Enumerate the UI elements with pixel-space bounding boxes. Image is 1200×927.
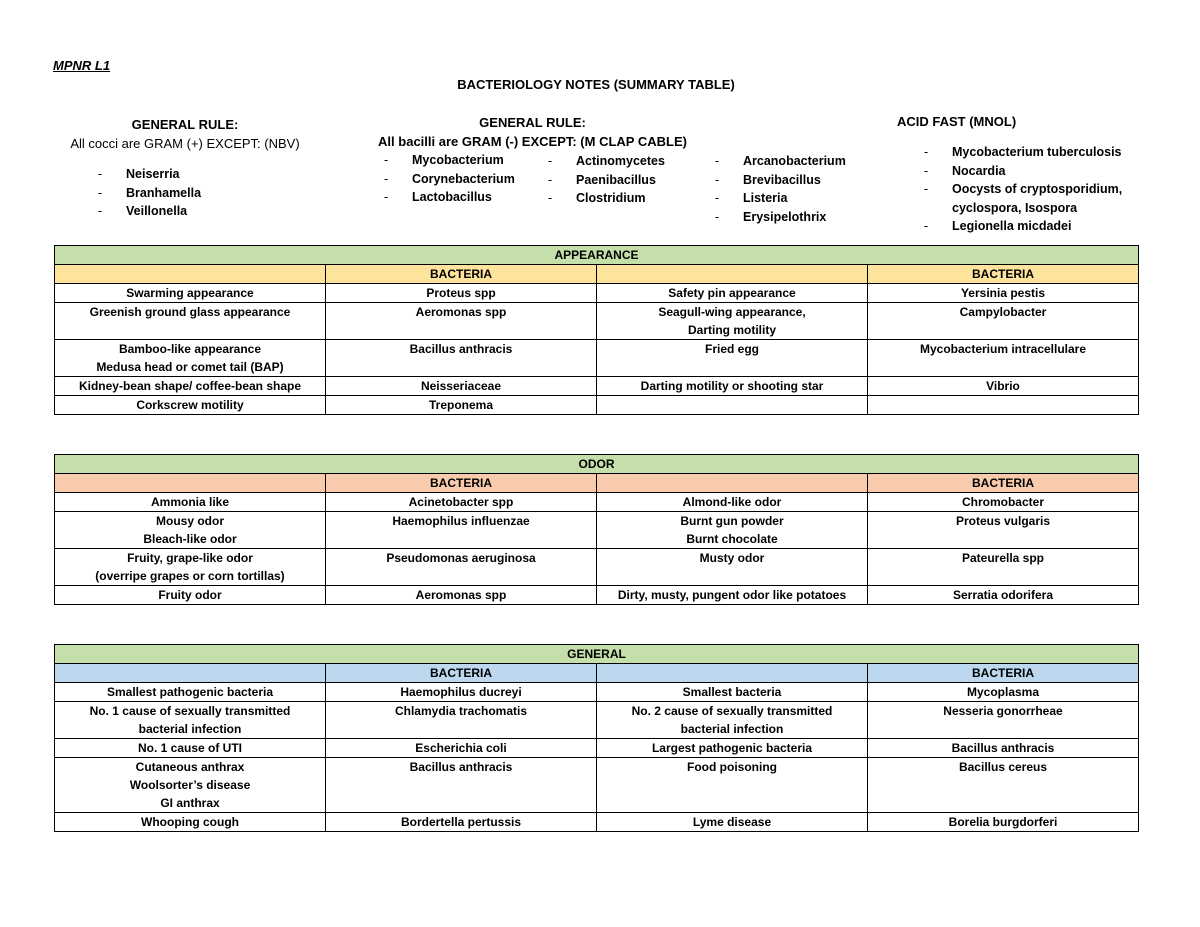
table-cell	[326, 702, 597, 739]
column-header: BACTERIA	[326, 265, 597, 284]
table-cell	[326, 549, 597, 586]
table-cell	[868, 813, 1139, 832]
column-header	[597, 664, 868, 683]
cell-text: Borelia burgdorferi	[948, 815, 1058, 829]
table-cell	[597, 739, 868, 758]
general-table	[54, 644, 1139, 832]
cell-text: Aeromonas spp	[415, 305, 507, 319]
cell-text: Proteus spp	[426, 286, 496, 300]
table-cell	[868, 377, 1139, 396]
general-section-title-row	[55, 645, 1139, 664]
cell-text: Pateurella spp	[961, 551, 1045, 565]
table-cell	[597, 303, 868, 340]
list-item: - Neiserria	[98, 165, 201, 184]
table-row	[55, 586, 1139, 605]
bacilli-exception-list-2	[548, 152, 665, 208]
cell-text: Haemophilus influenzae	[392, 514, 530, 528]
table-cell	[868, 549, 1139, 586]
appearance-section-title-row	[55, 246, 1139, 265]
column-header	[597, 474, 868, 493]
table-row	[55, 683, 1139, 702]
column-header: BACTERIA	[326, 664, 597, 683]
acid-fast-heading: ACID FAST (MNOL)	[897, 114, 1017, 129]
list-item: - Lactobacillus	[384, 188, 515, 207]
appearance-header-row	[55, 265, 1139, 284]
table-cell	[868, 340, 1139, 377]
cell-text: Vibrio	[986, 379, 1020, 393]
cell-text: Neisseriaceae	[420, 379, 502, 393]
cell-text: Food poisoning	[687, 760, 777, 774]
column-header: BACTERIA	[868, 664, 1139, 683]
column-header	[597, 265, 868, 284]
column-header: BACTERIA	[326, 474, 597, 493]
list-item: - Mycobacterium tuberculosis	[924, 143, 1139, 162]
cell-text: Medusa head or comet tail (BAP)	[96, 360, 284, 374]
table-row	[55, 284, 1139, 303]
table-cell	[597, 586, 868, 605]
document-label: MPNR L1	[53, 58, 111, 73]
odor-header-row	[55, 474, 1139, 493]
cell-text: Fruity, grape-like odor	[127, 551, 253, 565]
table-cell	[326, 813, 597, 832]
table-cell	[597, 683, 868, 702]
cell-text: Almond-like odor	[682, 495, 782, 509]
list-item: - Brevibacillus	[715, 171, 846, 190]
cell-text: (overripe grapes or corn tortillas)	[95, 569, 285, 583]
cell-text	[870, 396, 1136, 414]
cell-text: Treponema	[428, 398, 494, 412]
table-cell	[868, 702, 1139, 739]
table-cell	[868, 396, 1139, 415]
table-cell	[326, 683, 597, 702]
table-row	[55, 739, 1139, 758]
table-cell	[597, 284, 868, 303]
table-cell	[597, 396, 868, 415]
cell-text: Cutaneous anthrax	[135, 760, 245, 774]
table-cell	[597, 340, 868, 377]
general-header-row	[55, 664, 1139, 683]
cell-text: Largest pathogenic bacteria	[651, 741, 813, 755]
bacilli-rule-heading-block	[360, 113, 705, 151]
cocci-exception-list	[98, 165, 201, 221]
cell-text: Aeromonas spp	[415, 588, 507, 602]
document-title: BACTERIOLOGY NOTES (SUMMARY TABLE)	[457, 77, 735, 92]
table-cell	[326, 303, 597, 340]
column-header: BACTERIA	[868, 474, 1139, 493]
cell-text: Musty odor	[699, 551, 765, 565]
cell-text: Yersinia pestis	[960, 286, 1046, 300]
table-row	[55, 493, 1139, 512]
table-row	[55, 549, 1139, 586]
cell-text: No. 2 cause of sexually transmitted	[631, 704, 833, 718]
table-cell	[868, 512, 1139, 549]
table-cell	[55, 758, 326, 813]
table-cell	[55, 813, 326, 832]
table-cell	[55, 303, 326, 340]
cell-text: Mycoplasma	[966, 685, 1040, 699]
table-cell	[868, 493, 1139, 512]
table-row	[55, 377, 1139, 396]
bacilli-exception-list-3	[715, 152, 846, 226]
column-header	[55, 664, 326, 683]
cell-text: Bacillus anthracis	[951, 741, 1055, 755]
cell-text: Swarming appearance	[126, 286, 254, 300]
table-cell	[326, 758, 597, 813]
cell-text	[599, 396, 865, 414]
table-cell	[326, 377, 597, 396]
table-cell	[55, 396, 326, 415]
table-cell	[55, 702, 326, 739]
acid-fast-list	[924, 143, 1139, 236]
bacilli-rule-subheading: All bacilli are GRAM (-) EXCEPT: (M CLAP CABLE)	[378, 134, 687, 149]
table-cell	[868, 739, 1139, 758]
cell-text: Pseudomonas aeruginosa	[386, 551, 536, 565]
table-cell	[55, 683, 326, 702]
cocci-rule-heading: GENERAL RULE:	[131, 117, 239, 132]
table-cell	[326, 340, 597, 377]
table-cell	[55, 586, 326, 605]
cell-text: Chlamydia trachomatis	[394, 704, 528, 718]
cell-text: Whooping cough	[141, 815, 239, 829]
table-cell	[55, 512, 326, 549]
odor-table	[54, 454, 1139, 605]
list-item: - Legionella micdadei	[924, 217, 1139, 236]
cell-text: Burnt chocolate	[686, 532, 778, 546]
table-cell	[597, 493, 868, 512]
cell-text: Burnt gun powder	[680, 514, 784, 528]
table-cell	[597, 377, 868, 396]
bacilli-rule-heading: GENERAL RULE:	[479, 115, 586, 130]
table-row	[55, 702, 1139, 739]
cell-text: Smallest bacteria	[682, 685, 782, 699]
list-item: - Corynebacterium	[384, 170, 515, 189]
table-cell	[597, 702, 868, 739]
cocci-rule-subheading: All cocci are GRAM (+) EXCEPT: (NBV)	[70, 136, 300, 151]
table-cell	[597, 758, 868, 813]
list-item: - Branhamella	[98, 184, 201, 203]
table-cell	[326, 512, 597, 549]
cell-text: Lyme disease	[692, 815, 772, 829]
table-cell	[597, 813, 868, 832]
cocci-rule-heading-block	[60, 115, 310, 153]
table-row	[55, 813, 1139, 832]
bacilli-exception-list-1	[384, 151, 515, 207]
table-cell	[326, 396, 597, 415]
cell-text: Mousy odor	[156, 514, 224, 528]
list-item: - Veillonella	[98, 202, 201, 221]
table-row	[55, 396, 1139, 415]
cell-text: Dirty, musty, pungent odor like potatoes	[617, 588, 847, 602]
cell-text: Fried egg	[704, 342, 759, 356]
cell-text: Campylobacter	[959, 305, 1047, 319]
table-row	[55, 758, 1139, 813]
cell-text: Darting motility	[687, 323, 776, 337]
list-item: - Arcanobacterium	[715, 152, 846, 171]
cell-text: Seagull-wing appearance,	[658, 305, 806, 319]
list-item: - Actinomycetes	[548, 152, 665, 171]
cell-text: Haemophilus ducreyi	[400, 685, 522, 699]
cell-text: No. 1 cause of UTI	[137, 741, 243, 755]
cell-text: bacterial infection	[680, 722, 784, 736]
table-cell	[868, 284, 1139, 303]
list-item: - Oocysts of cryptosporidium, cyclospora, Isospora	[924, 180, 1139, 217]
appearance-table	[54, 245, 1139, 415]
cell-text: Safety pin appearance	[668, 286, 796, 300]
cell-text: Kidney-bean shape/ coffee-bean shape	[78, 379, 302, 393]
table-cell	[326, 493, 597, 512]
column-header	[55, 474, 326, 493]
table-cell	[55, 739, 326, 758]
table-cell	[55, 340, 326, 377]
cell-text: Escherichia coli	[415, 741, 507, 755]
table-row	[55, 512, 1139, 549]
odor-section-title-row	[55, 455, 1139, 474]
cell-text: Acinetobacter spp	[408, 495, 514, 509]
cell-text: Bacillus anthracis	[409, 760, 513, 774]
cell-text: Serratia odorifera	[952, 588, 1054, 602]
list-item: - Clostridium	[548, 189, 665, 208]
list-item: - Mycobacterium	[384, 151, 515, 170]
section-title: GENERAL	[55, 645, 1139, 664]
section-title: APPEARANCE	[55, 246, 1139, 265]
table-cell	[55, 284, 326, 303]
column-header: BACTERIA	[868, 265, 1139, 284]
list-item: - Nocardia	[924, 162, 1139, 181]
cell-text: Bamboo-like appearance	[118, 342, 262, 356]
cell-text: Bacillus anthracis	[409, 342, 513, 356]
cell-text: Darting motility or shooting star	[640, 379, 824, 393]
list-item: - Listeria	[715, 189, 846, 208]
table-cell	[326, 586, 597, 605]
table-cell	[326, 739, 597, 758]
cell-text: Fruity odor	[158, 588, 222, 602]
cell-text: Smallest pathogenic bacteria	[106, 685, 274, 699]
table-cell	[868, 303, 1139, 340]
cell-text: Corkscrew motility	[136, 398, 244, 412]
section-title: ODOR	[55, 455, 1139, 474]
cell-text: Chromobacter	[961, 495, 1044, 509]
table-cell	[868, 758, 1139, 813]
table-row	[55, 340, 1139, 377]
cell-text: Bordertella pertussis	[400, 815, 522, 829]
cell-text: No. 1 cause of sexually transmitted	[89, 704, 291, 718]
cell-text: Greenish ground glass appearance	[89, 305, 291, 319]
table-cell	[326, 284, 597, 303]
cell-text: Bleach-like odor	[143, 532, 237, 546]
table-cell	[55, 493, 326, 512]
table-cell	[597, 549, 868, 586]
cell-text: Bacillus cereus	[958, 760, 1048, 774]
cell-text: Mycobacterium intracellulare	[919, 342, 1087, 356]
cell-text: Proteus vulgaris	[955, 514, 1051, 528]
cell-text: GI anthrax	[160, 796, 220, 810]
table-cell	[55, 549, 326, 586]
table-cell	[868, 683, 1139, 702]
table-cell	[55, 377, 326, 396]
cell-text: bacterial infection	[138, 722, 242, 736]
cell-text: Nesseria gonorrheae	[943, 704, 1063, 718]
table-cell	[597, 512, 868, 549]
list-item: - Paenibacillus	[548, 171, 665, 190]
table-cell	[868, 586, 1139, 605]
column-header	[55, 265, 326, 284]
list-item: - Erysipelothrix	[715, 208, 846, 227]
table-row	[55, 303, 1139, 340]
cell-text: Woolsorter’s disease	[129, 778, 251, 792]
cell-text: Ammonia like	[150, 495, 230, 509]
